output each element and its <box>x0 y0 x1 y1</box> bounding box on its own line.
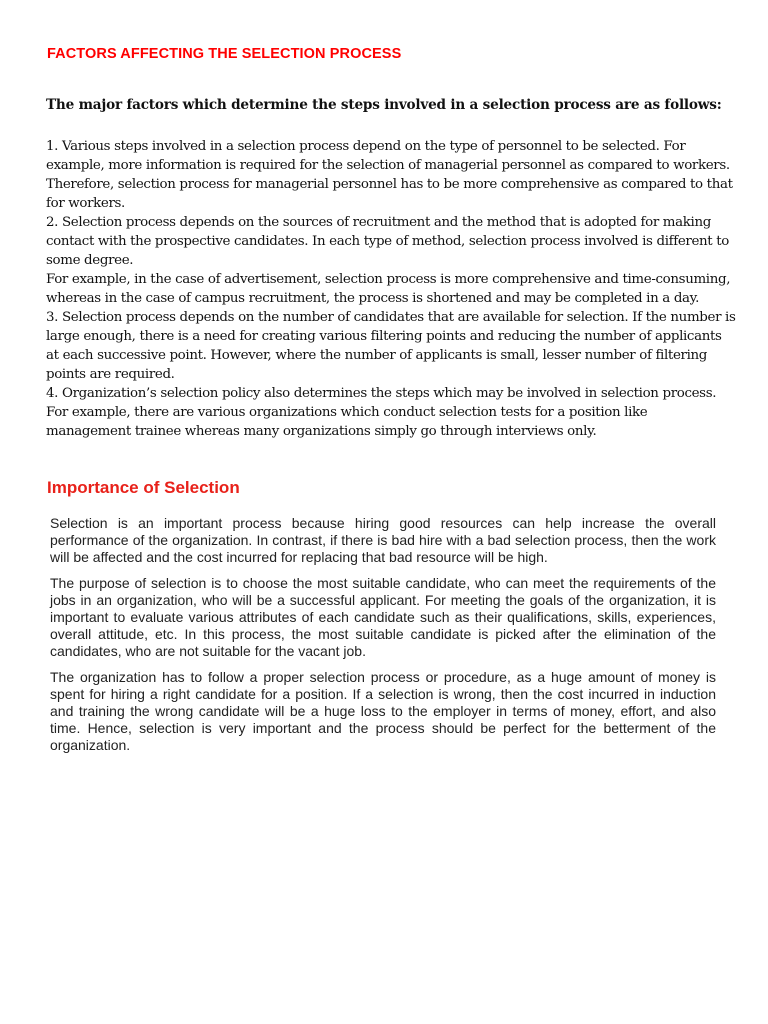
importance-body <box>50 515 716 763</box>
section-heading-factors: FACTORS AFFECTING THE SELECTION PROCESS <box>47 46 402 62</box>
importance-paragraph-1: Selection is an important process because hiring good resources can help increase the overall performance of the organization. In contrast, if there is bad hire with a bad selection process, then the work will be affected and the cost incurred for replacing that bad resource will be high. <box>50 515 716 566</box>
factor-item-1: 1. Various steps involved in a selection process depend on the type of personnel to be selected. For example, more information is required for the selection of managerial personnel as compared to workers. Therefore, selection process for managerial personnel has to be more comprehensive as compared to that for workers. <box>46 139 733 211</box>
factor-item-4: 4. Organization’s selection policy also determines the steps which may be involved in selection process. For example, there are various organizations which conduct selection tests for a position like management trainee whereas many organizations simply go through interviews only. <box>46 386 717 439</box>
factor-item-2: 2. Selection process depends on the sources of recruitment and the method that is adopted for making contact with the prospective candidates. In each type of method, selection process involved is different to some degree. <box>46 215 729 268</box>
importance-paragraph-2: The purpose of selection is to choose the most suitable candidate, who can meet the requirements of the jobs in an organization, who will be a successful applicant. For meeting the goals of the organization, it is important to evaluate various attributes of each candidate such as their qualifications, skills, experiences, overall attitude, etc. In this process, the most suitable candidate is picked after the elimination of the candidates, who are not suitable for the vacant job. <box>50 574 716 660</box>
intro-paragraph: The major factors which determine the steps involved in a selection process are as follows: <box>46 97 722 113</box>
factor-item-2-example: For example, in the case of advertisement, selection process is more comprehensive and time-consuming, whereas in the case of campus recruitment, the process is shortened and may be completed in a day. <box>46 272 731 306</box>
factor-item-3: 3. Selection process depends on the number of candidates that are available for selection. If the number is large enough, there is a need for creating various filtering points and reducing the number of applicants at each successive point. However, where the number of applicants is small, lesser number of filtering points are required. <box>46 310 736 382</box>
section-heading-importance: Importance of Selection <box>47 478 240 497</box>
importance-paragraph-3: The organization has to follow a proper selection process or procedure, as a huge amount of money is spent for hiring a right candidate for a position. If a selection is wrong, then the cost incurred in induction and training the wrong candidate will be a huge loss to the employer in terms of money, effort, and also time. Hence, selection is very important and the process should be perfect for the betterment of the organization. <box>50 668 716 754</box>
factors-list <box>46 137 736 441</box>
